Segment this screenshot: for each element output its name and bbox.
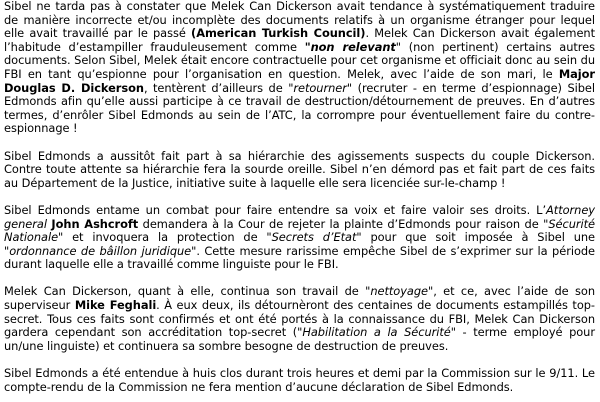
text-span: Melek Can Dickerson, quant à elle, continua son travail de	[4, 284, 366, 299]
text-span-bold-italic: "non relevant	[304, 39, 396, 54]
text-span-italic: "retourner"	[288, 80, 353, 95]
text-span-italic: "Secrets d’Etat"	[266, 230, 362, 245]
text-span: . Cette mesure rarissime empêche Sibel de s’exprimer sur la période durant laquelle elle a travaillé comme linguiste pour le FBI.	[4, 243, 596, 272]
text-span: " (non pertinent) certains autres documents. Selon Sibel, Melek était encore contractuelle pour cet organisme et officiait donc au sein du FBI en tant qu’espionne pour l’organisation en question. Melek, avec l’aide de son mari, le	[4, 39, 595, 81]
paragraph	[4, 204, 595, 272]
text-span-italic: "nettoyage"	[365, 284, 434, 299]
text-span: . Melek Can Dickerson avait également l’habitude d’estampiller frauduleusement comme	[4, 26, 595, 54]
text-span: Sibel Edmonds entame un combat pour faire entendre sa voix et faire valoir ses droits. L’	[4, 202, 547, 217]
text-span: . À eux deux, ils détournèront des centaines de documents estampillés top-secret. Tous ces faits sont confirmés et ont été portés à la connaissance du FBI, Melek Can Dickerson gardera cependant son accréditation top-secret (	[4, 298, 595, 340]
text-span-bold: Major Douglas D. Dickerson	[4, 66, 595, 95]
text-span-bold: Mike Feghali	[74, 298, 157, 313]
text-span: " et invoquera la protection de	[58, 230, 267, 245]
text-span: demandera à la Cour de rejeter la plainte d’Edmonds pour raison de "	[138, 216, 549, 231]
paragraph	[4, 150, 595, 191]
text-span: , et ce, avec l’aide de son superviseur	[4, 284, 595, 313]
text-span: - terme employé pour un/une linguiste) et continuera sa sombre besogne de destruction de preuves.	[4, 325, 595, 353]
text-span: Sibel Edmonds a été entendue à huis clos durant trois heures et demi par la Commission sur le 9/11. Le compte-rendu de la Commission ne fera mention d’aucune déclaration de Sibel Edmonds.	[4, 366, 595, 394]
paragraph	[4, 285, 595, 353]
paragraph	[4, 0, 595, 136]
text-span: Sibel Edmonds a aussitôt fait part à sa hiérarchie des agissements suspects du couple Dickerson. Contre toute attente sa hiérarchie fera la sourde oreille. Sibel n’en démord pas et fait part de ces faits au Département de la Justice, initiative suite à laquelle elle sera licenciée sur-le-champ !	[4, 148, 595, 190]
text-span: (recruter - en terme d’espionnage) Sibel Edmonds afin qu’elle aussi participe à ce travail de destruction/détournement de preuves. En d’autres termes, d’enrôler Sibel Edmonds au sein de l’ATC, la corrompre pour éventuellement faire du contre-espionnage !	[4, 80, 595, 136]
text-span: Sibel ne tarda pas à constater que Melek Can Dickerson avait tendance à systématiquement traduire de manière incorrecte et/ou incomplète des documents relatifs à un organisme étranger pour lequel elle avait travaillé par le passé	[4, 0, 595, 41]
text-span: pour que soit imposée à Sibel une	[361, 230, 596, 245]
paragraph	[4, 367, 595, 394]
text-span-italic: Sécurité Nationale	[4, 216, 595, 245]
text-span-bold: John Ashcroft	[51, 216, 139, 231]
text-span: , tentèrent d’ailleurs de	[143, 80, 289, 95]
text-span-italic: "Habilitation a la Sécurité"	[297, 325, 456, 340]
text-span-bold: (American Turkish Council)	[191, 26, 366, 41]
text-span-italic: "ordonnance de bâillon juridique"	[4, 243, 197, 258]
text-span-italic: Attorney general	[4, 202, 595, 231]
